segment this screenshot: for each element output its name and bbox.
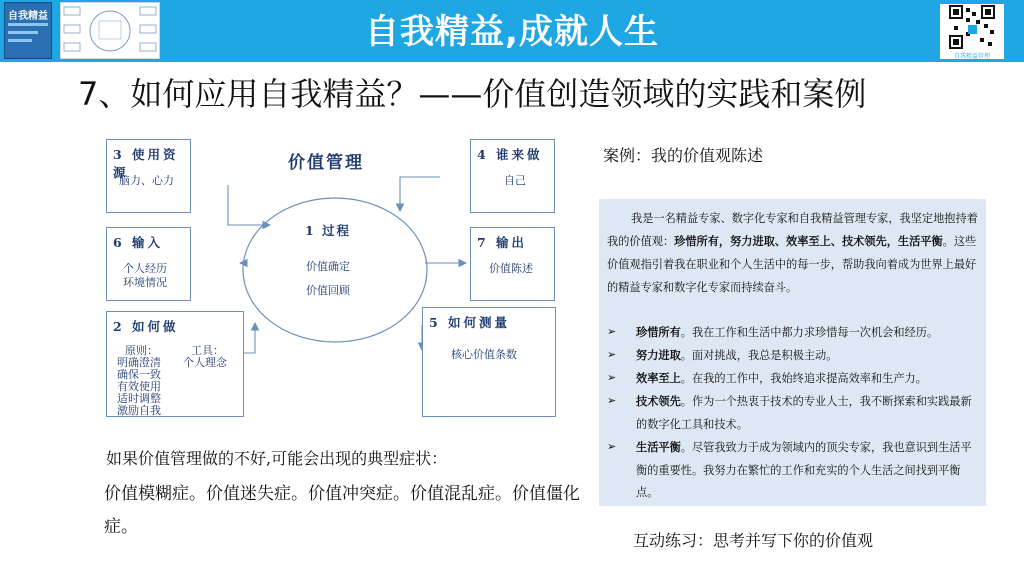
bullet-term: 珍惜所有 (636, 325, 681, 339)
case-intro-values: 珍惜所有，努力进取、效率至上、技术领先，生活平衡 (674, 234, 943, 248)
case-bullet (607, 390, 979, 436)
symptoms-list: 价值模糊症。价值迷失症。价值冲突症。价值混乱症。价值僵化症。 (104, 484, 580, 537)
value-management-diagram (100, 135, 570, 435)
process-line-1: 价值确定 (306, 260, 350, 273)
box-how (106, 311, 244, 417)
case-bullet (607, 321, 979, 345)
box-resources-content: 脑力、心力 (119, 174, 174, 187)
box-output (470, 227, 555, 301)
bullet-term: 技术领先 (636, 394, 681, 408)
slide-subtitle: 7、如何应用自我精益？——价值创造领域的实践和案例 (78, 75, 867, 113)
bullet-text: 。我在工作和生活中都力求珍惜每一次机会和经历。 (680, 326, 939, 339)
bullet-term: 努力进取 (636, 348, 681, 362)
case-intro (607, 207, 979, 299)
header-banner (0, 0, 1024, 62)
case-bullet (607, 344, 979, 368)
bullet-text: 。尽管我致力于成为领域内的顶尖专家，我也意识到生活平衡的重要性。我努力在繁忙的工作和充实的个人生活之间找到平衡点。 (636, 441, 972, 499)
bullet-arrow-icon: ➢ (607, 440, 617, 453)
case-panel (599, 199, 986, 506)
principle-item: 确保一致 (117, 368, 161, 381)
box-output-title: 7 输出 (477, 235, 528, 250)
box-resources-title: 3 使用资源 (113, 147, 179, 180)
principle-item: 适时调整 (117, 392, 161, 405)
principles-label: 原则： (125, 344, 158, 357)
box-measure-title: 5 如何测量 (429, 315, 511, 330)
box-resources (106, 139, 191, 213)
case-bullet (607, 367, 979, 391)
bullet-text: 。在我的工作中，我始终追求提高效率和生产力。 (680, 372, 927, 385)
principle-item: 激励自我 (117, 404, 161, 417)
box-input-title: 6 输入 (113, 235, 164, 250)
box-output-content: 价值陈述 (489, 262, 533, 275)
interactive-exercise: 互动练习：思考并写下你的价值观 (633, 531, 874, 550)
box-who-content: 自己 (504, 174, 526, 187)
tools-label: 工具： (191, 344, 224, 357)
box-input-line-2: 环境情况 (123, 276, 167, 289)
symptoms-intro: 如果价值管理做的不好,可能会出现的典型症状： (106, 449, 448, 468)
tools-item: 个人理念 (183, 356, 227, 369)
box-measure (422, 307, 556, 417)
bullet-arrow-icon: ➢ (607, 394, 617, 407)
box-who (470, 139, 555, 213)
bullet-arrow-icon: ➢ (607, 348, 617, 361)
case-intro-post: 。这些价值观指引着我在职业和个人生活中的每一步，帮助我向着成为世界上最好的精益专家和数字化专家而持续奋斗。 (607, 235, 977, 294)
bullet-text: 。作为一个热衷于技术的专业人士，我不断探索和实践最新的数字化工具和技术。 (636, 395, 972, 431)
diagram-title: 价值管理 (288, 153, 364, 173)
principle-item: 明确澄清 (117, 356, 161, 369)
box-who-title: 4 谁来做 (477, 147, 543, 162)
box-how-title: 2 如何做 (113, 319, 179, 334)
principle-item: 有效使用 (117, 380, 161, 393)
case-bullet (607, 436, 979, 505)
bullet-term: 效率至上 (636, 371, 681, 385)
bullet-arrow-icon: ➢ (607, 325, 617, 338)
process-title: 1 过程 (305, 223, 352, 238)
qr-label: 自我精益管理 (953, 53, 990, 60)
qr-code (940, 4, 1004, 59)
box-input-line-1: 个人经历 (123, 262, 167, 275)
box-input (106, 227, 191, 301)
case-title: 案例：我的价值观陈述 (603, 146, 764, 165)
process-line-2: 价值回顾 (306, 284, 350, 297)
bullet-text: 。面对挑战，我总是积极主动。 (680, 349, 838, 362)
header-title: 自我精益,成就人生 (365, 12, 659, 52)
bullet-term: 生活平衡 (636, 440, 681, 454)
case-intro-pre: 我是一名精益专家、数字化专家和自我精益管理专家，我坚定地抱持着我的价值观： (607, 212, 978, 248)
box-measure-content: 核心价值条数 (451, 348, 517, 361)
bullet-arrow-icon: ➢ (607, 371, 617, 384)
book-cover-title: 自我精益 (8, 11, 48, 22)
